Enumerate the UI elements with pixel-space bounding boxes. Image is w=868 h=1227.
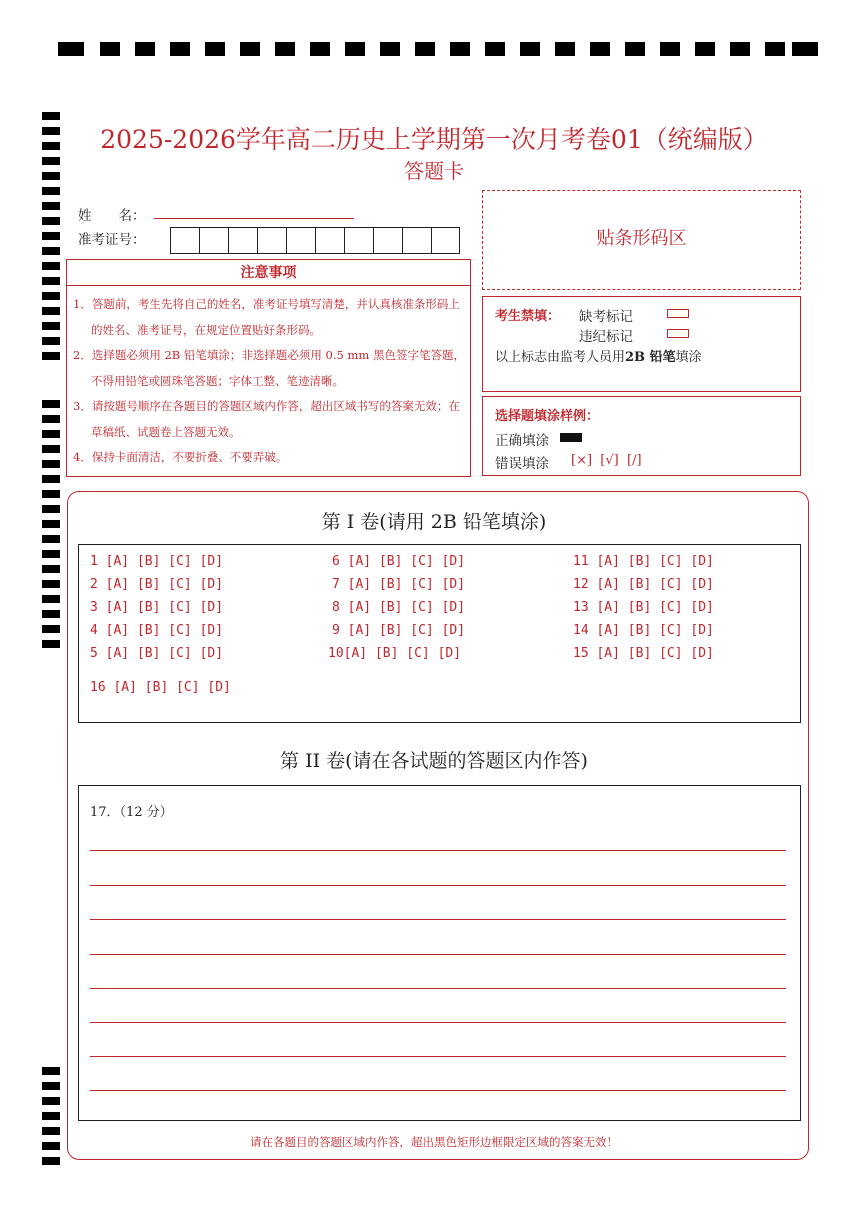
page-subtitle: 答题卡 [404, 159, 464, 183]
timing-mark [42, 112, 60, 120]
timing-mark [42, 187, 60, 195]
timing-mark [42, 262, 60, 270]
timing-mark [42, 247, 60, 255]
timing-mark [42, 445, 60, 453]
question-17-box[interactable] [78, 785, 801, 1121]
mc-question[interactable]: 11 [A] [B] [C] [D] [573, 554, 714, 569]
timing-mark [42, 490, 60, 498]
timing-mark [42, 535, 60, 543]
name-field[interactable] [154, 218, 354, 219]
violation-label: 违纪标记 [579, 329, 633, 345]
timing-mark [42, 400, 60, 408]
question-17-label: 17．（12 分） [90, 805, 173, 820]
answer-line [90, 885, 786, 886]
mc-question[interactable]: 10[A] [B] [C] [D] [328, 646, 462, 661]
notice-item: 4．保持卡面清洁，不要折叠、不要弄破。 [73, 450, 288, 464]
violation-mark-box[interactable] [667, 329, 689, 338]
timing-mark [42, 475, 60, 483]
mc-question[interactable]: 4 [A] [B] [C] [D] [90, 623, 224, 638]
mc-question[interactable]: 16 [A] [B] [C] [D] [90, 680, 231, 695]
mc-question[interactable]: 2 [A] [B] [C] [D] [90, 577, 224, 592]
page-title: 2025-2026学年高二历史上学期第一次月考卷01（统编版） [100, 125, 768, 154]
mc-question[interactable]: 8 [A] [B] [C] [D] [332, 600, 466, 615]
answer-line [90, 1022, 786, 1023]
timing-mark [42, 550, 60, 558]
examiner-only-box [482, 296, 801, 392]
section-1-title: 第 I 卷(请用 2B 铅笔填涂) [321, 511, 547, 533]
footer-note: 请在各题目的答题区域内作答，超出黑色矩形边框限定区域的答案无效！ [250, 1135, 618, 1149]
mc-question[interactable]: 13 [A] [B] [C] [D] [573, 600, 714, 615]
banned-note: 以上标志由监考人员用2B 铅笔填涂 [495, 350, 702, 365]
mc-question[interactable]: 3 [A] [B] [C] [D] [90, 600, 224, 615]
timing-mark [42, 580, 60, 588]
timing-mark [42, 322, 60, 330]
timing-mark [42, 202, 60, 210]
barcode-area: 贴条形码区 [482, 190, 801, 290]
timing-mark [42, 1112, 60, 1120]
timing-mark [42, 292, 60, 300]
name-label: 姓 名： [78, 208, 146, 224]
fill-example-title: 选择题填涂样例： [495, 409, 600, 424]
timing-mark [42, 1082, 60, 1090]
timing-mark [42, 1067, 60, 1075]
mc-question[interactable]: 14 [A] [B] [C] [D] [573, 623, 714, 638]
notice-item: 3．请按题号顺序在各题目的答题区域内作答，超出区域书写的答案无效；在草稿纸、试题卷上答题无效。 [73, 399, 460, 439]
timing-mark [42, 595, 60, 603]
wrong-fill-samples: [×] [√] [/] [571, 453, 642, 468]
answer-line [90, 954, 786, 955]
answer-line [90, 850, 786, 851]
timing-mark [42, 232, 60, 240]
absent-mark-box[interactable] [667, 309, 689, 318]
timing-mark [42, 565, 60, 573]
top-timing-marks [58, 42, 818, 56]
timing-mark [42, 1157, 60, 1165]
timing-mark [42, 1097, 60, 1105]
timing-mark [42, 217, 60, 225]
exam-id-label: 准考证号： [78, 232, 146, 248]
notice-item: 1．答题前，考生先将自己的姓名，准考证号填写清楚，并认真核准条形码上的姓名、准考证号，在规定位置贴好条形码。 [73, 297, 460, 337]
answer-line [90, 919, 786, 920]
mc-question[interactable]: 7 [A] [B] [C] [D] [332, 577, 466, 592]
timing-mark [42, 352, 60, 360]
timing-mark [42, 640, 60, 648]
mc-question[interactable]: 1 [A] [B] [C] [D] [90, 554, 224, 569]
section-2-title: 第 II 卷(请在各试题的答题区内作答) [280, 750, 588, 772]
timing-mark [42, 307, 60, 315]
correct-fill-label: 正确填涂 [495, 433, 549, 449]
timing-mark [42, 430, 60, 438]
answer-line [90, 988, 786, 989]
banned-title: 考生禁填： [495, 309, 561, 324]
timing-mark [42, 337, 60, 345]
notice-heading: 注意事项 [67, 260, 470, 286]
correct-fill-sample [560, 433, 582, 442]
timing-mark [42, 625, 60, 633]
answer-line [90, 1090, 786, 1091]
timing-mark [42, 415, 60, 423]
exam-id-boxes[interactable] [170, 227, 460, 254]
mc-question[interactable]: 5 [A] [B] [C] [D] [90, 646, 224, 661]
notice-box [66, 259, 471, 477]
wrong-fill-label: 错误填涂 [495, 456, 549, 472]
notice-item: 2．选择题必须用 2B 铅笔填涂；非选择题必须用 0.5 mm 黑色签字笔答题，不得用铅笔或圆珠笔答题；字体工整、笔迹清晰。 [73, 348, 465, 388]
mc-question[interactable]: 6 [A] [B] [C] [D] [332, 554, 466, 569]
timing-mark [42, 460, 60, 468]
mc-question[interactable]: 9 [A] [B] [C] [D] [332, 623, 466, 638]
answer-line [90, 1056, 786, 1057]
timing-mark [42, 610, 60, 618]
fill-example-box [482, 396, 801, 476]
mc-question[interactable]: 15 [A] [B] [C] [D] [573, 646, 714, 661]
timing-mark [42, 277, 60, 285]
mc-question[interactable]: 12 [A] [B] [C] [D] [573, 577, 714, 592]
absent-label: 缺考标记 [579, 309, 633, 325]
